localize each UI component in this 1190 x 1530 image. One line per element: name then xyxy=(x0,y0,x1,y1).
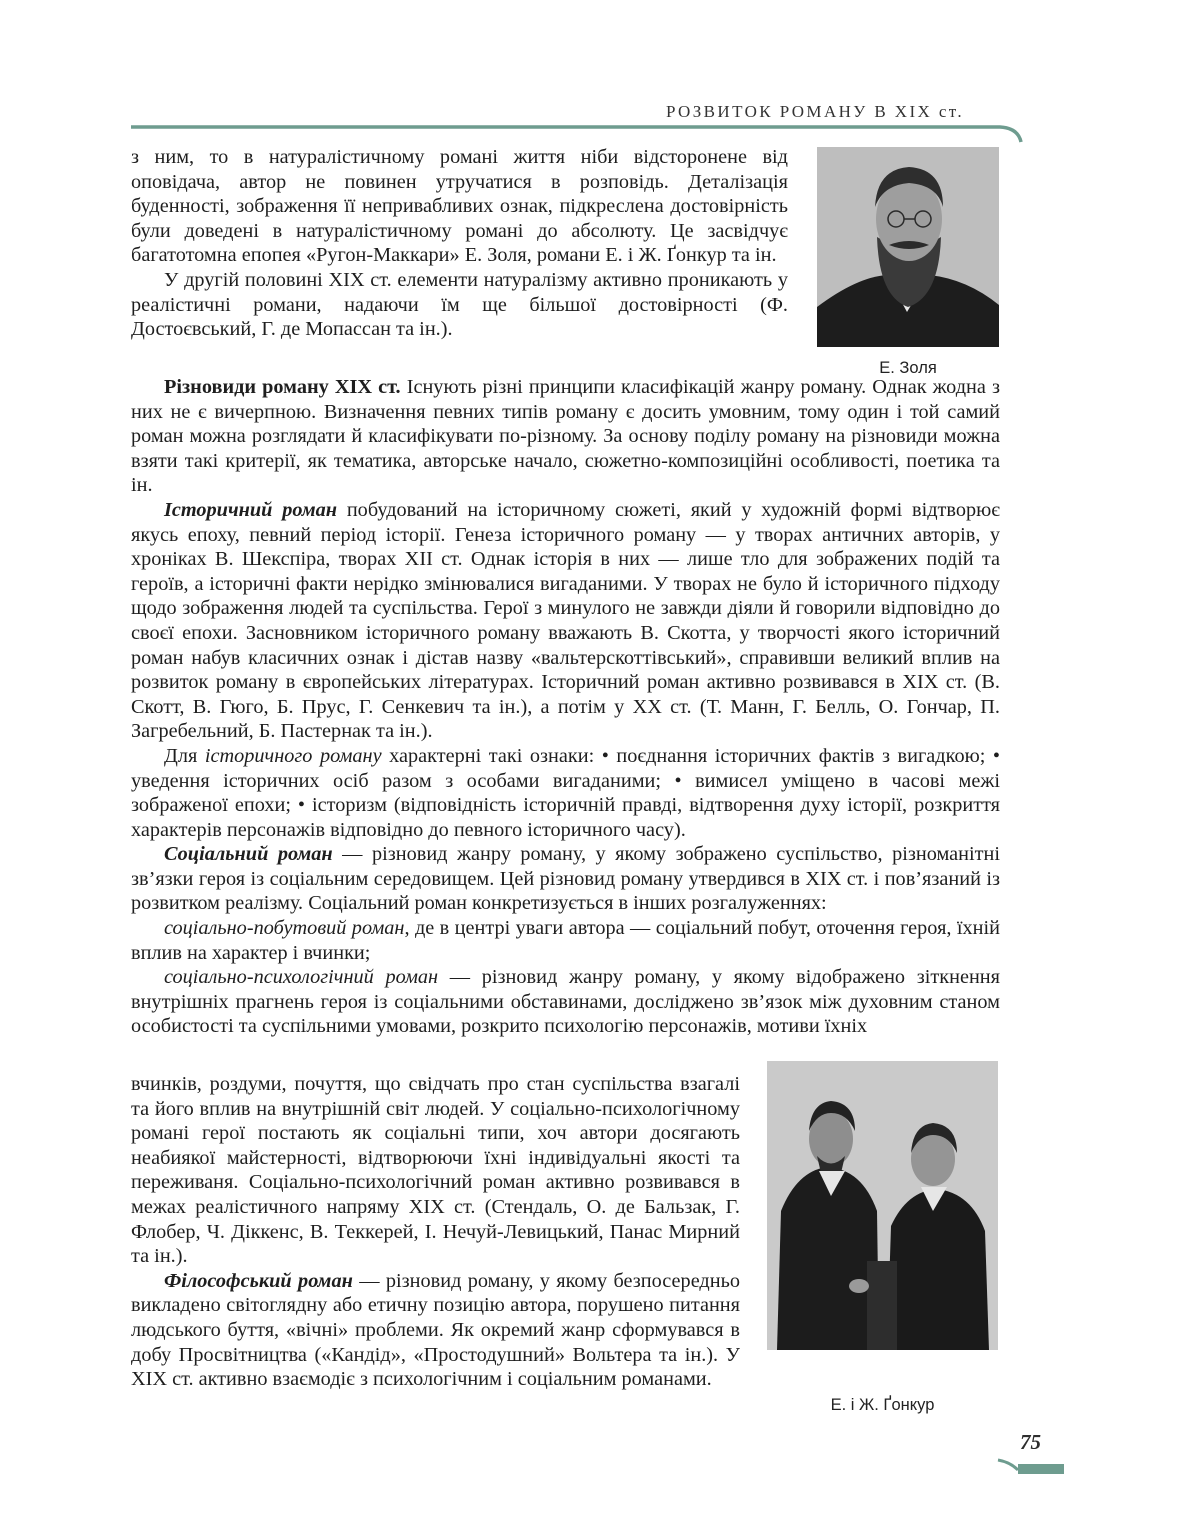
page-number: 75 xyxy=(1020,1430,1041,1454)
paragraph-naturalism-continued: з ним, то в натуралістичному романі життя ніби відсторонене від оповідача, автор не повинен утручатися в розповідь. Деталізація буденності, зображення її непривабливих ознак, підкреслена достовірність були доведені в натуралістичному романі до абсолюту. Це засвідчує багатотомна епопея «Ругон-Маккари» Е. Золя, романи Е. і Ж. Ґонкур та ін. xyxy=(131,146,788,267)
paragraph-social-novel: Соціальний роман — різновид жанру роману, у якому зображено суспільство, різноманітні зв’язки героя із соціальним середовищем. Цей різновид роману утвердився в ХІХ ст. і пов’язаний із розвитком реалізму. Соціальний роман конкретизується в інших розгалуженнях: xyxy=(131,843,1000,915)
term-historical-novel: Історичний роман xyxy=(164,498,338,521)
term-social-psychological-novel: соціально-психологічний роман xyxy=(164,966,439,989)
running-header: РОЗВИТОК РОМАНУ В ХІХ ст. xyxy=(666,102,964,121)
paragraph-historical-features: Для історичного роману характерні такі ознаки: • поєднання історичних фактів з вигадкою; • уведення історичних осіб разом з особами вигаданими; • вимисел уміщено в часові межі зображеної епохи; • історизм (відповідність історичній правді, відтворення духу історії, розкриття характерів персонажів відповідно до певного історичного часу). xyxy=(131,744,1000,841)
zola-photo-caption: Е. Золя xyxy=(879,359,937,377)
paragraph-social-psychological-novel: соціально-психологічний роман — різновид жанру роману, у якому відображено зіткнення внутрішніх прагнень героя із соціальними обставинами, досліджено зв’язок між духовним станом особистості та суспільними умовами, розкрито психологію персонажів, мотиви їхніх xyxy=(131,966,1000,1038)
paragraph-social-everyday-novel: соціально-побутовий роман, де в центрі уваги автора — соціальний побут, оточення героя, їхній вплив на характер і вчинки; xyxy=(131,917,1000,964)
paragraph-novel-varieties: Різновиди роману ХІХ ст. Існують різні принципи класифікацій жанру роману. Однак жодна з них не є вичерпною. Визначення певних типів роману є досить умовним, тому один і той самий роман можна розглядати й класифікувати по-різному. За основу поділу роману на різновиди можна взяти такі критерії, як тематика, авторське начало, сюжетно-композиційні особливості, поетика та ін. xyxy=(131,376,1000,497)
term-philosophical-novel: Філософський роман xyxy=(164,1269,353,1292)
paragraph-historical-novel: Історичний роман побудований на історичному сюжеті, який у художній формі відтворює якусь епоху, певний період історії. Генеза історичного роману — у творах античних авторів, у хроніках В. Шекспіра, творах ХІІ ст. Однак історія в них — лише тло для зображених подій та героїв, а історичні факти нерідко змінювалися вигаданими. У творах не було й історичного підходу щодо зображення людей та суспільства. Герої з минулого не завжди діяли й говорили відповідно до своєї епохи. Засновником історичного роману вважають В. Скотта, у творчості якого історичний роман набув класичних ознак і дістав назву «вальтерскоттівський», справивши великий вплив на розвиток роману в європейських літературах. Історичний роман активно розвивався в ХІХ ст. (В. Скотт, В. Гюго, Б. Прус, Г. Сенкевич та ін.), а потім у ХХ ст. (Т. Манн, Г. Белль, О. Гончар, П. Загребельний, Б. Пастернак та ін.). xyxy=(131,498,1000,743)
term-social-novel: Соціальний роман xyxy=(164,843,333,866)
paragraph-naturalism-realism: У другій половині ХІХ ст. елементи натуралізму активно проникають у реалістичні романи, надаючи їм ще більшої достовірності (Ф. Достоєвський, Г. де Мопассан та ін.). xyxy=(131,268,788,341)
term-social-everyday-novel: соціально-побутовий роман xyxy=(164,917,405,940)
paragraph-philosophical-novel: Філософський роман — різновид роману, у якому безпосередньо викладено світоглядну або етичну позицію автора, порушено питання людського буття, «вічні» проблеми. Як окремий жанр сформувався в добу Просвітництва («Кандід», «Простодушний» Вольтера та ін.). У ХІХ ст. активно взаємодіє з психологічним і соціальним романами. xyxy=(131,1269,740,1391)
paragraph-social-psychological-continued: вчинків, роздуми, почуття, що свідчать про стан суспільства взагалі та його вплив на внутрішній світ людей. У соціально-психологічному романі герої постають як соціальні типи, хоч автори досягають неабиякої майстерності, відтворюючи їхні індивідуальні якості та переживаня. Соціально-психологічний роман активно розвивався в межах реалістичного напряму ХІХ ст. (Стендаль, О. де Бальзак, Г. Флобер, Ч. Діккенс, В. Теккерей, І. Нечуй-Левицький, Панас Мирний та ін.). xyxy=(131,1073,740,1268)
goncourt-photo-caption: Е. і Ж. Ґонкур xyxy=(830,1396,935,1414)
section-heading-varieties: Різновиди роману ХІХ ст. xyxy=(164,376,401,398)
term-historical-novel-italic: історичного роману xyxy=(204,744,382,767)
